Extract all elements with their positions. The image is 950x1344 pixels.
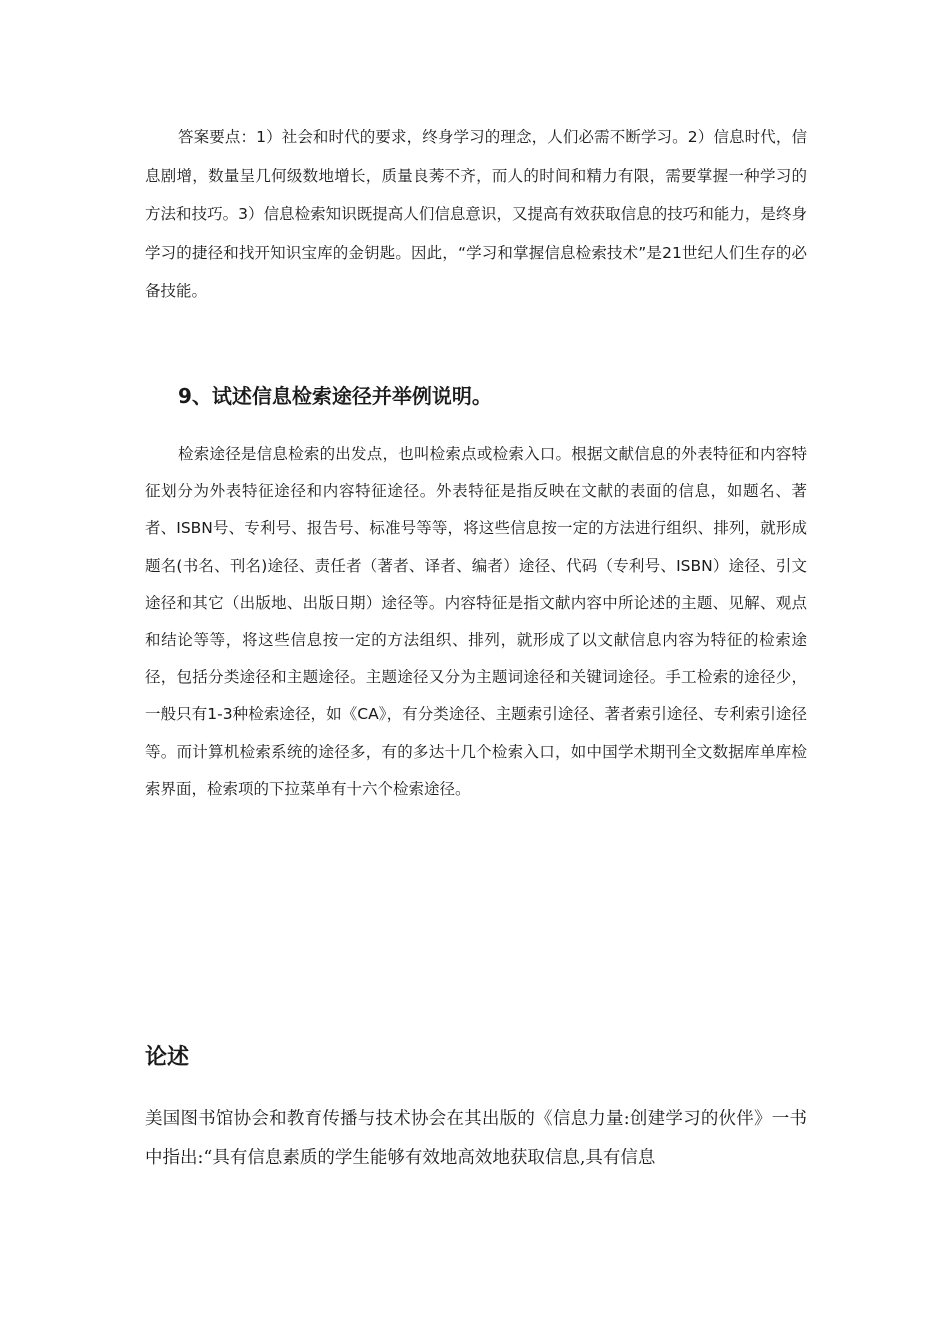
- question-9-paragraph: 检索途径是信息检索的出发点，也叫检索点或检索入口。根据文献信息的外表特征和内容特征划分为外表特征途径和内容特征途径。外表特征是指反映在文献的表面的信息，如题名、著者、ISBN号、专利号、报告号、标准号等等，将这些信息按一定的方法进行组织、排列，就形成题名(书名、刊名)途径、责任者（著者、译者、编者）途径、代码（专利号、ISBN）途径、引文途径和其它（出版地、出版日期）途径等。内容特征是指文献内容中所论述的主题、见解、观点和结论等等，将这些信息按一定的方法组织、排列，就形成了以文献信息内容为特征的检索途径，包括分类途径和主题途径。主题途径又分为主题词途径和关键词途径。手工检索的途径少，一般只有1-3种检索途径，如《CA》，有分类途径、主题索引途径、著者索引途径、专利索引途径等。而计算机检索系统的途径多，有的多达十几个检索入口，如中国学术期刊全文数据库单库检索界面，检索项的下拉菜单有十六个检索途径。: [145, 445, 807, 798]
- essay-paragraph: 美国图书馆协会和教育传播与技术协会在其出版的《信息力量:创建学习的伙伴》一书中指出:“具有信息素质的学生能够有效地高效地获取信息,具有信息: [145, 1109, 807, 1168]
- question-9-heading: 9、试述信息检索途径并举例说明。: [178, 384, 492, 408]
- answer-paragraph: 答案要点：1）社会和时代的要求，终身学习的理念，人们必需不断学习。2）信息时代，信息剧增，数量呈几何级数地增长，质量良莠不齐，而人的时间和精力有限，需要掌握一种学习的方法和技巧。3）信息检索知识既提高人们信息意识，又提高有效获取信息的技巧和能力，是终身学习的捷径和找开知识宝库的金钥匙。因此，“学习和掌握信息检索技术”是21世纪人们生存的必备技能。: [145, 128, 807, 300]
- essay-heading: 论述: [145, 1045, 190, 1070]
